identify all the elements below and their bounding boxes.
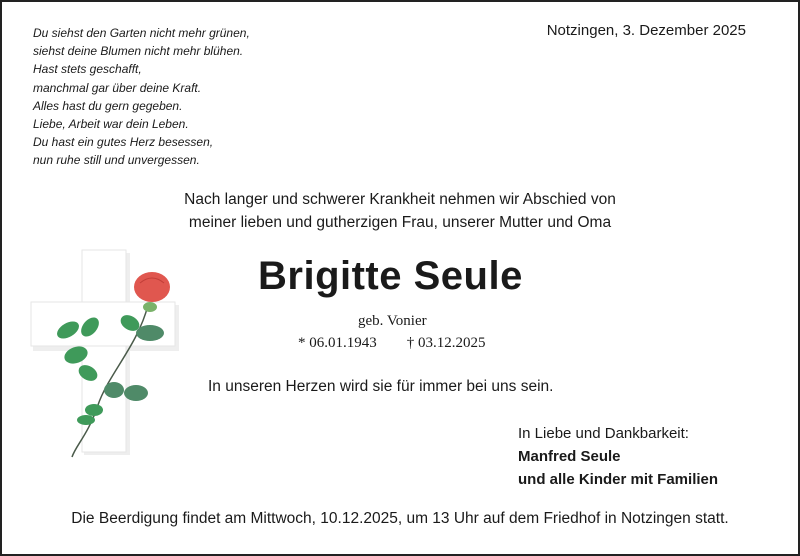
poem-line: Alles hast du gern gegeben. [33,98,183,113]
poem-line: manchmal gar über deine Kraft. [33,80,202,95]
life-dates [298,335,486,352]
poem-line: Hast stets geschafft, [33,62,142,77]
cross-with-rose-icon [28,245,188,460]
poem-line: Du hast ein gutes Herz besessen, [33,135,214,150]
signature [518,422,718,491]
poem-line: siehst deine Blumen nicht mehr blühen. [33,44,244,59]
intro-line: meiner lieben und gutherzigen Frau, unserer Mutter und Oma [188,214,612,231]
memorial-line: In unseren Herzen wird sie für immer bei uns sein. [208,378,554,395]
poem-line: nun ruhe still und unvergessen. [33,153,200,168]
intro-line: Nach langer und schwerer Krankheit nehmen wir Abschied von [184,191,616,208]
intro-text [0,188,800,234]
funeral-info: Die Beerdigung findet am Mittwoch, 10.12.2025, um 13 Uhr auf dem Friedhof in Notzingen statt. [71,510,729,527]
birth-date: * 06.01.1943 [298,335,377,351]
deceased-name: Brigitte Seule [258,254,523,298]
poem-line: Du siehst den Garten nicht mehr grünen, [33,26,250,40]
mourner-name: und alle Kinder mit Familien [518,471,719,488]
poem [33,24,250,170]
death-date: † 03.12.2025 [406,335,486,351]
mourner-name: Manfred Seule [518,448,621,465]
place-date: Notzingen, 3. Dezember 2025 [546,22,746,39]
maiden-name: geb. Vonier [358,313,427,329]
signature-line: In Liebe und Dankbarkeit: [518,425,689,442]
poem-line: Liebe, Arbeit war dein Leben. [33,117,189,132]
